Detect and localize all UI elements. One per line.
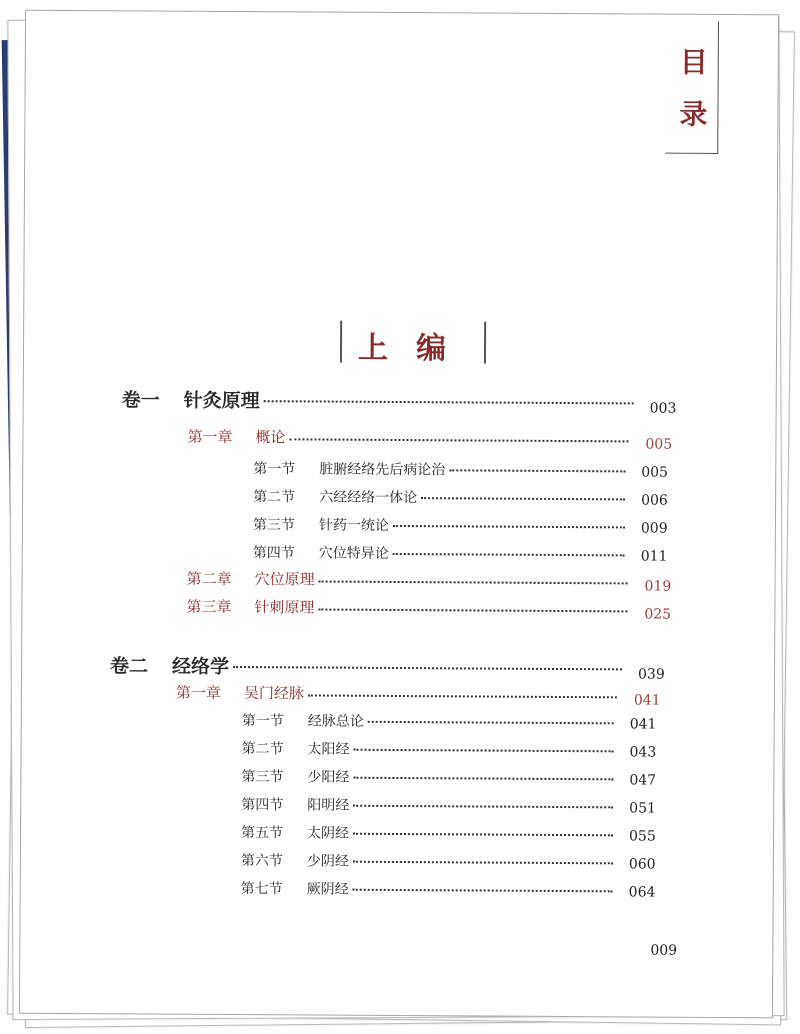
toc-page-number: 009 [640, 520, 668, 537]
vol-title: 针灸原理 [183, 389, 260, 413]
dot-leader [318, 609, 627, 613]
sect-label: 第三节 [252, 517, 295, 534]
sect-title: 厥阴经 [306, 881, 349, 898]
toc-page-number: 060 [628, 856, 656, 873]
toc-page-number: 055 [628, 828, 656, 845]
toc-chapter-row [23, 567, 763, 596]
toc-tab-char: 目 [679, 45, 708, 79]
toc-page-number: 051 [629, 800, 656, 817]
chap-label: 第二章 [186, 569, 232, 588]
toc-section-row [21, 877, 761, 906]
toc-page-number: 047 [629, 772, 657, 789]
dot-leader [353, 833, 613, 837]
dot-leader [449, 469, 625, 472]
sect-title: 太阴经 [306, 825, 350, 842]
toc-page-number: 043 [629, 744, 657, 761]
dot-leader [353, 777, 613, 781]
toc-section-row [21, 821, 761, 850]
sect-title: 阳明经 [307, 797, 350, 814]
sect-label: 第六节 [240, 853, 283, 870]
toc-chapter-row [22, 595, 762, 624]
toc-section-row [23, 513, 763, 542]
toc-section-row [21, 849, 761, 878]
toc-page-number: 019 [644, 578, 672, 595]
sect-title: 太阳经 [307, 741, 350, 758]
chap-title: 穴位原理 [254, 570, 315, 589]
sect-label: 第二节 [253, 489, 296, 506]
toc-section-row [23, 485, 763, 514]
vol-title: 经络学 [171, 655, 230, 678]
sect-title: 经脉总论 [307, 713, 364, 730]
toc-page-number: 025 [644, 606, 672, 623]
dot-leader [353, 861, 613, 865]
toc-page-number: 041 [629, 716, 657, 733]
dot-leader [368, 721, 614, 725]
heading-bar [484, 322, 486, 364]
sect-label: 第一节 [253, 461, 296, 478]
toc-chapter-row [23, 425, 763, 454]
dot-leader [393, 525, 625, 528]
toc-page-number: 003 [649, 400, 677, 417]
chap-label: 第一章 [175, 683, 221, 702]
sect-title: 六经经络一体论 [319, 489, 418, 507]
chap-title: 针刺原理 [254, 598, 315, 617]
dot-leader [233, 666, 622, 670]
sect-label: 第二节 [241, 741, 284, 758]
toc-section-row [23, 457, 763, 486]
toc-tab-char: 录 [679, 97, 708, 131]
dot-leader [319, 581, 628, 585]
part-title: 上编 [357, 330, 475, 367]
sect-label: 第三节 [241, 769, 284, 786]
toc-page-number: 011 [640, 548, 668, 565]
chap-title: 吴门经脉 [243, 684, 304, 703]
dot-leader [353, 889, 613, 893]
toc-chapter-row [22, 681, 762, 710]
chap-label: 第一章 [187, 427, 233, 446]
part-heading [340, 321, 490, 366]
toc-section-row [22, 709, 762, 738]
sect-label: 第一节 [241, 713, 284, 730]
toc-corner-tab [665, 21, 719, 154]
dot-leader [353, 805, 613, 809]
toc-section-row [21, 737, 761, 766]
toc-page-number: 039 [637, 666, 665, 683]
toc-section-row [21, 793, 761, 822]
heading-bar [340, 321, 342, 363]
dot-leader [264, 400, 634, 404]
dot-leader [421, 497, 625, 500]
sect-title: 穴位特异论 [318, 545, 389, 562]
toc-page [19, 10, 779, 1019]
vol-label: 卷二 [109, 655, 149, 678]
toc-page-number: 005 [641, 464, 669, 481]
dot-leader [289, 438, 628, 442]
dot-leader [354, 749, 614, 753]
dot-leader [393, 553, 625, 556]
toc-section-row [21, 765, 761, 794]
toc-section-row [23, 541, 763, 570]
toc-volume-row [22, 651, 762, 683]
chap-label: 第三章 [186, 597, 232, 616]
sect-title: 少阴经 [306, 853, 349, 870]
toc-page-number: 005 [645, 436, 673, 453]
sect-title: 少阳经 [307, 769, 350, 786]
toc-volume-row [24, 385, 764, 417]
sect-label: 第五节 [240, 825, 284, 842]
sect-label: 第四节 [252, 545, 295, 562]
chap-title: 概论 [255, 428, 286, 447]
sect-title: 脏腑经络先后病论治 [319, 461, 446, 479]
sect-label: 第七节 [240, 881, 283, 898]
toc-page-number: 064 [628, 884, 656, 901]
dot-leader [308, 694, 617, 698]
vol-label: 卷一 [121, 389, 160, 412]
sect-label: 第四节 [241, 797, 284, 814]
toc-page-number: 041 [633, 692, 661, 709]
toc-page-number: 006 [641, 492, 668, 509]
page-number: 009 [650, 942, 678, 959]
sect-title: 针药一统论 [318, 517, 389, 534]
